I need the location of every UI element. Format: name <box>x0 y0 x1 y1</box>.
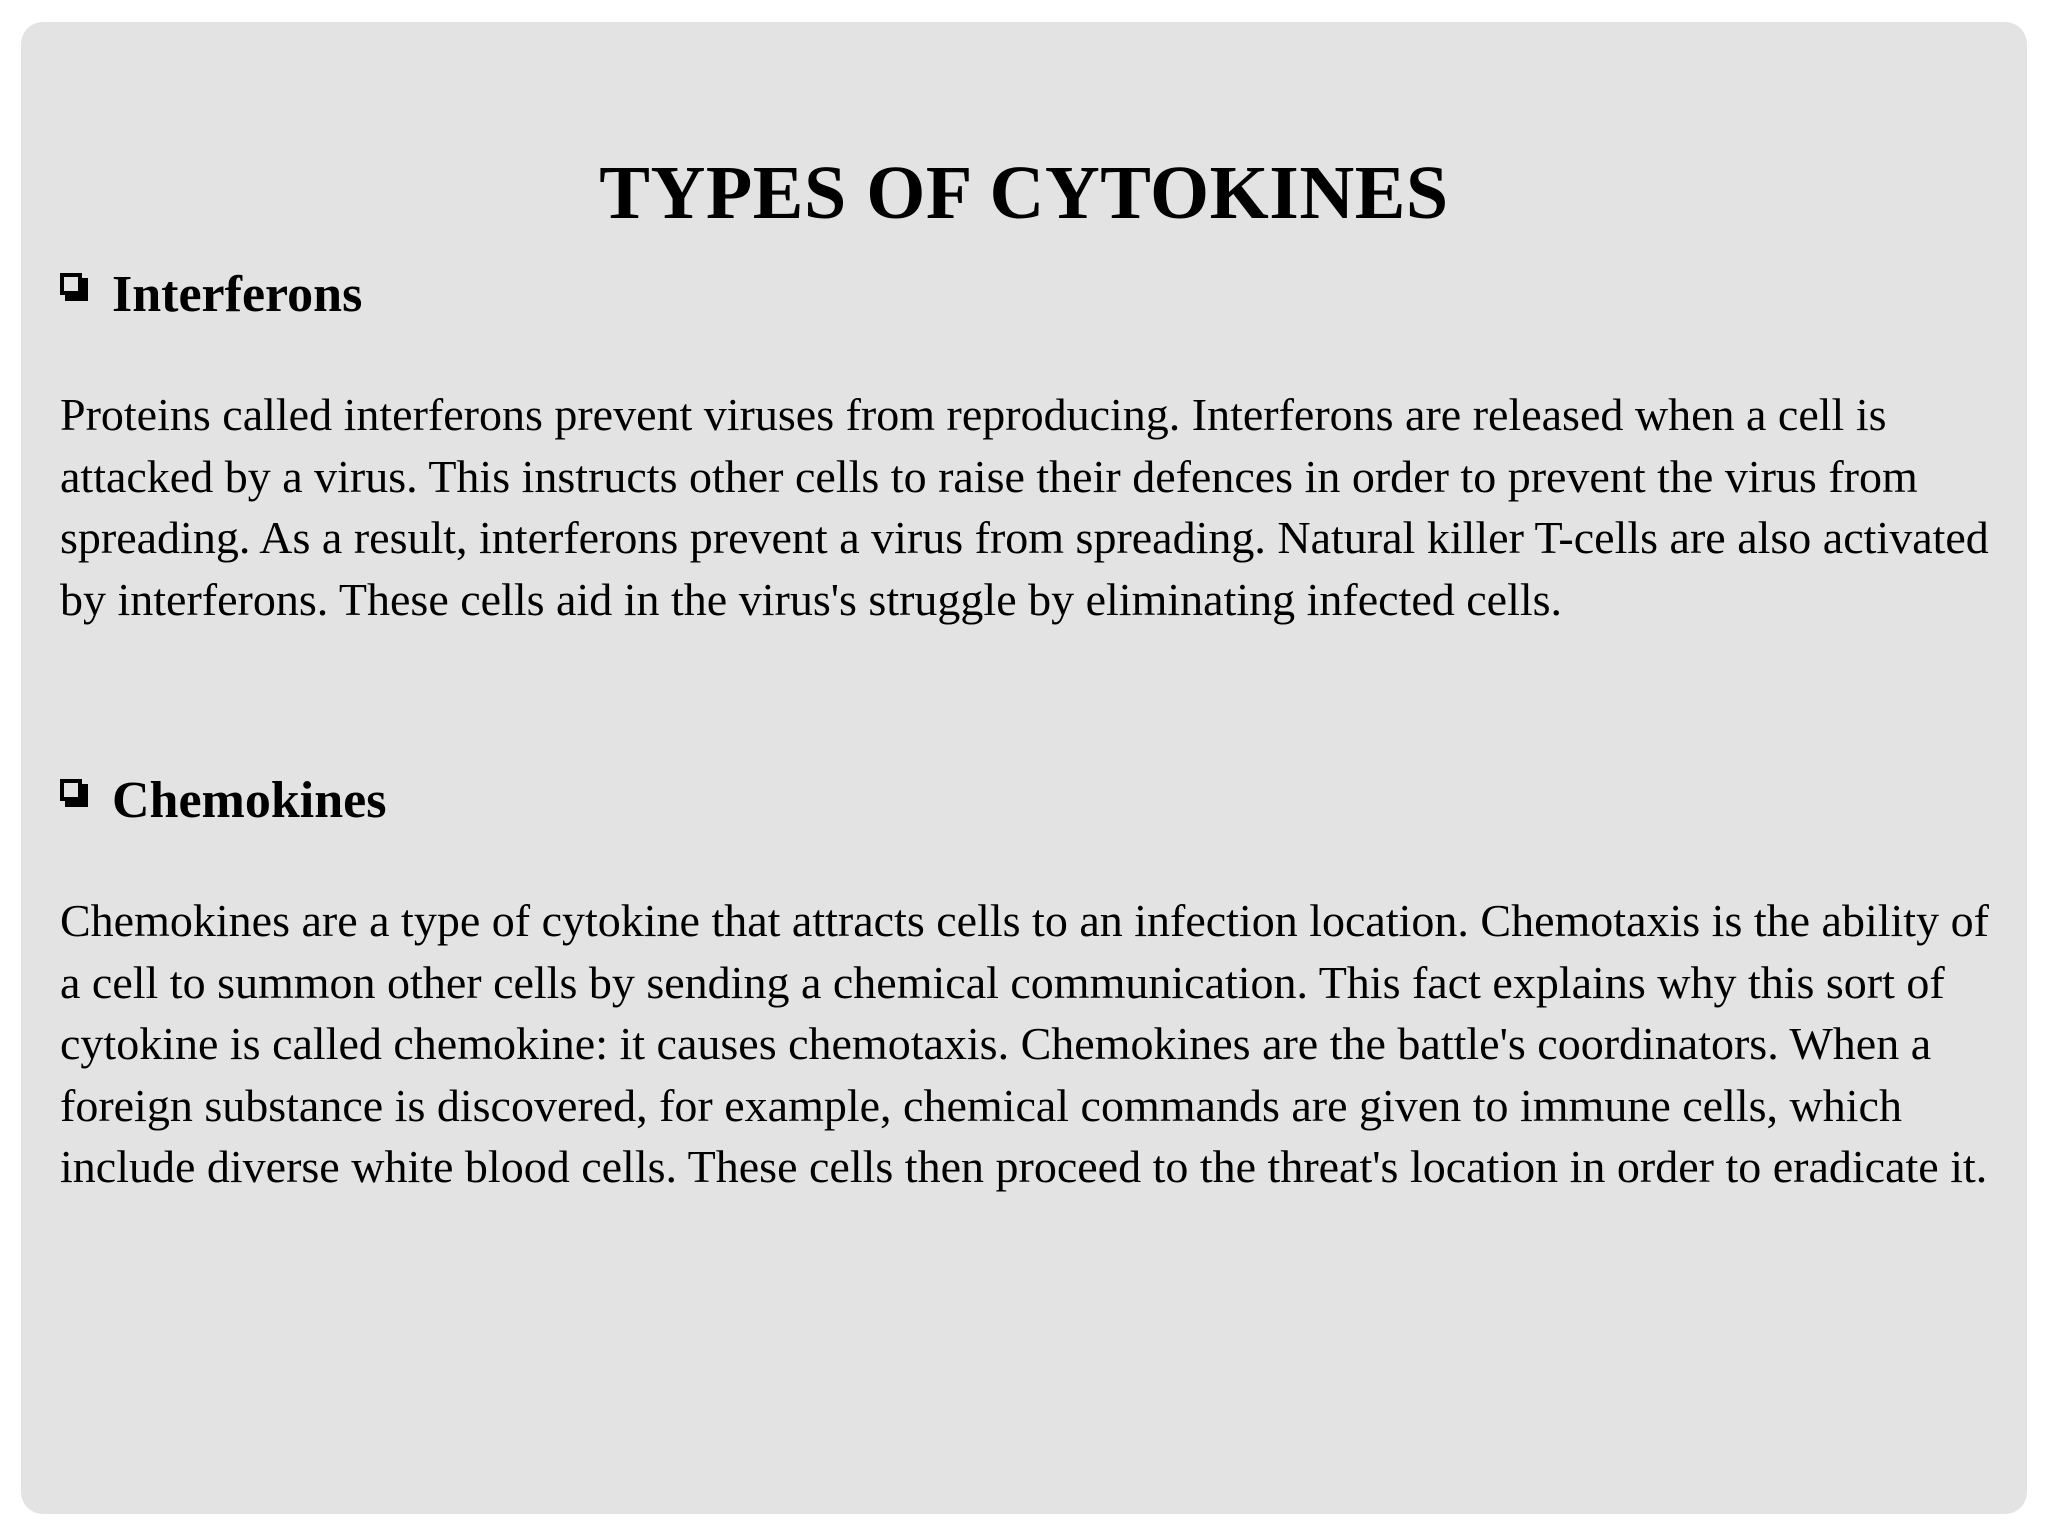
heading-interferons: Interferons <box>112 266 363 323</box>
section-heading <box>60 764 2010 838</box>
heading-chemokines: Chemokines <box>112 772 387 829</box>
checkbox-square-icon <box>60 273 90 303</box>
section-heading <box>60 258 2010 332</box>
section-chemokines <box>60 764 2010 1198</box>
section-interferons <box>60 258 2010 630</box>
slide <box>21 22 2027 1514</box>
paragraph-chemokines: Chemokines are a type of cytokine that attracts cells to an infection location. Chemotaxis is the ability of a cell to summon other cells by sending a chemical communication. This fact explains why this sort of cytokine is called chemokine: it causes chemotaxis. Chemokines are the battle's coordinators. When a foreign substance is discovered, for example, chemical commands are given to immune cells, which include diverse white blood cells. These cells then proceed to the threat's location in order to eradicate it. <box>60 895 1989 1192</box>
checkbox-square-icon <box>60 779 90 809</box>
slide-title: TYPES OF CYTOKINES <box>599 151 1449 235</box>
paragraph-interferons: Proteins called interferons prevent viruses from reproducing. Interferons are released when a cell is attacked by a virus. This instructs other cells to raise their defences in order to prevent the virus from spreading. As a result, interferons prevent a virus from spreading. Natural killer T-cells are also activated by interferons. These cells aid in the virus's struggle by eliminating infected cells. <box>60 389 1989 625</box>
